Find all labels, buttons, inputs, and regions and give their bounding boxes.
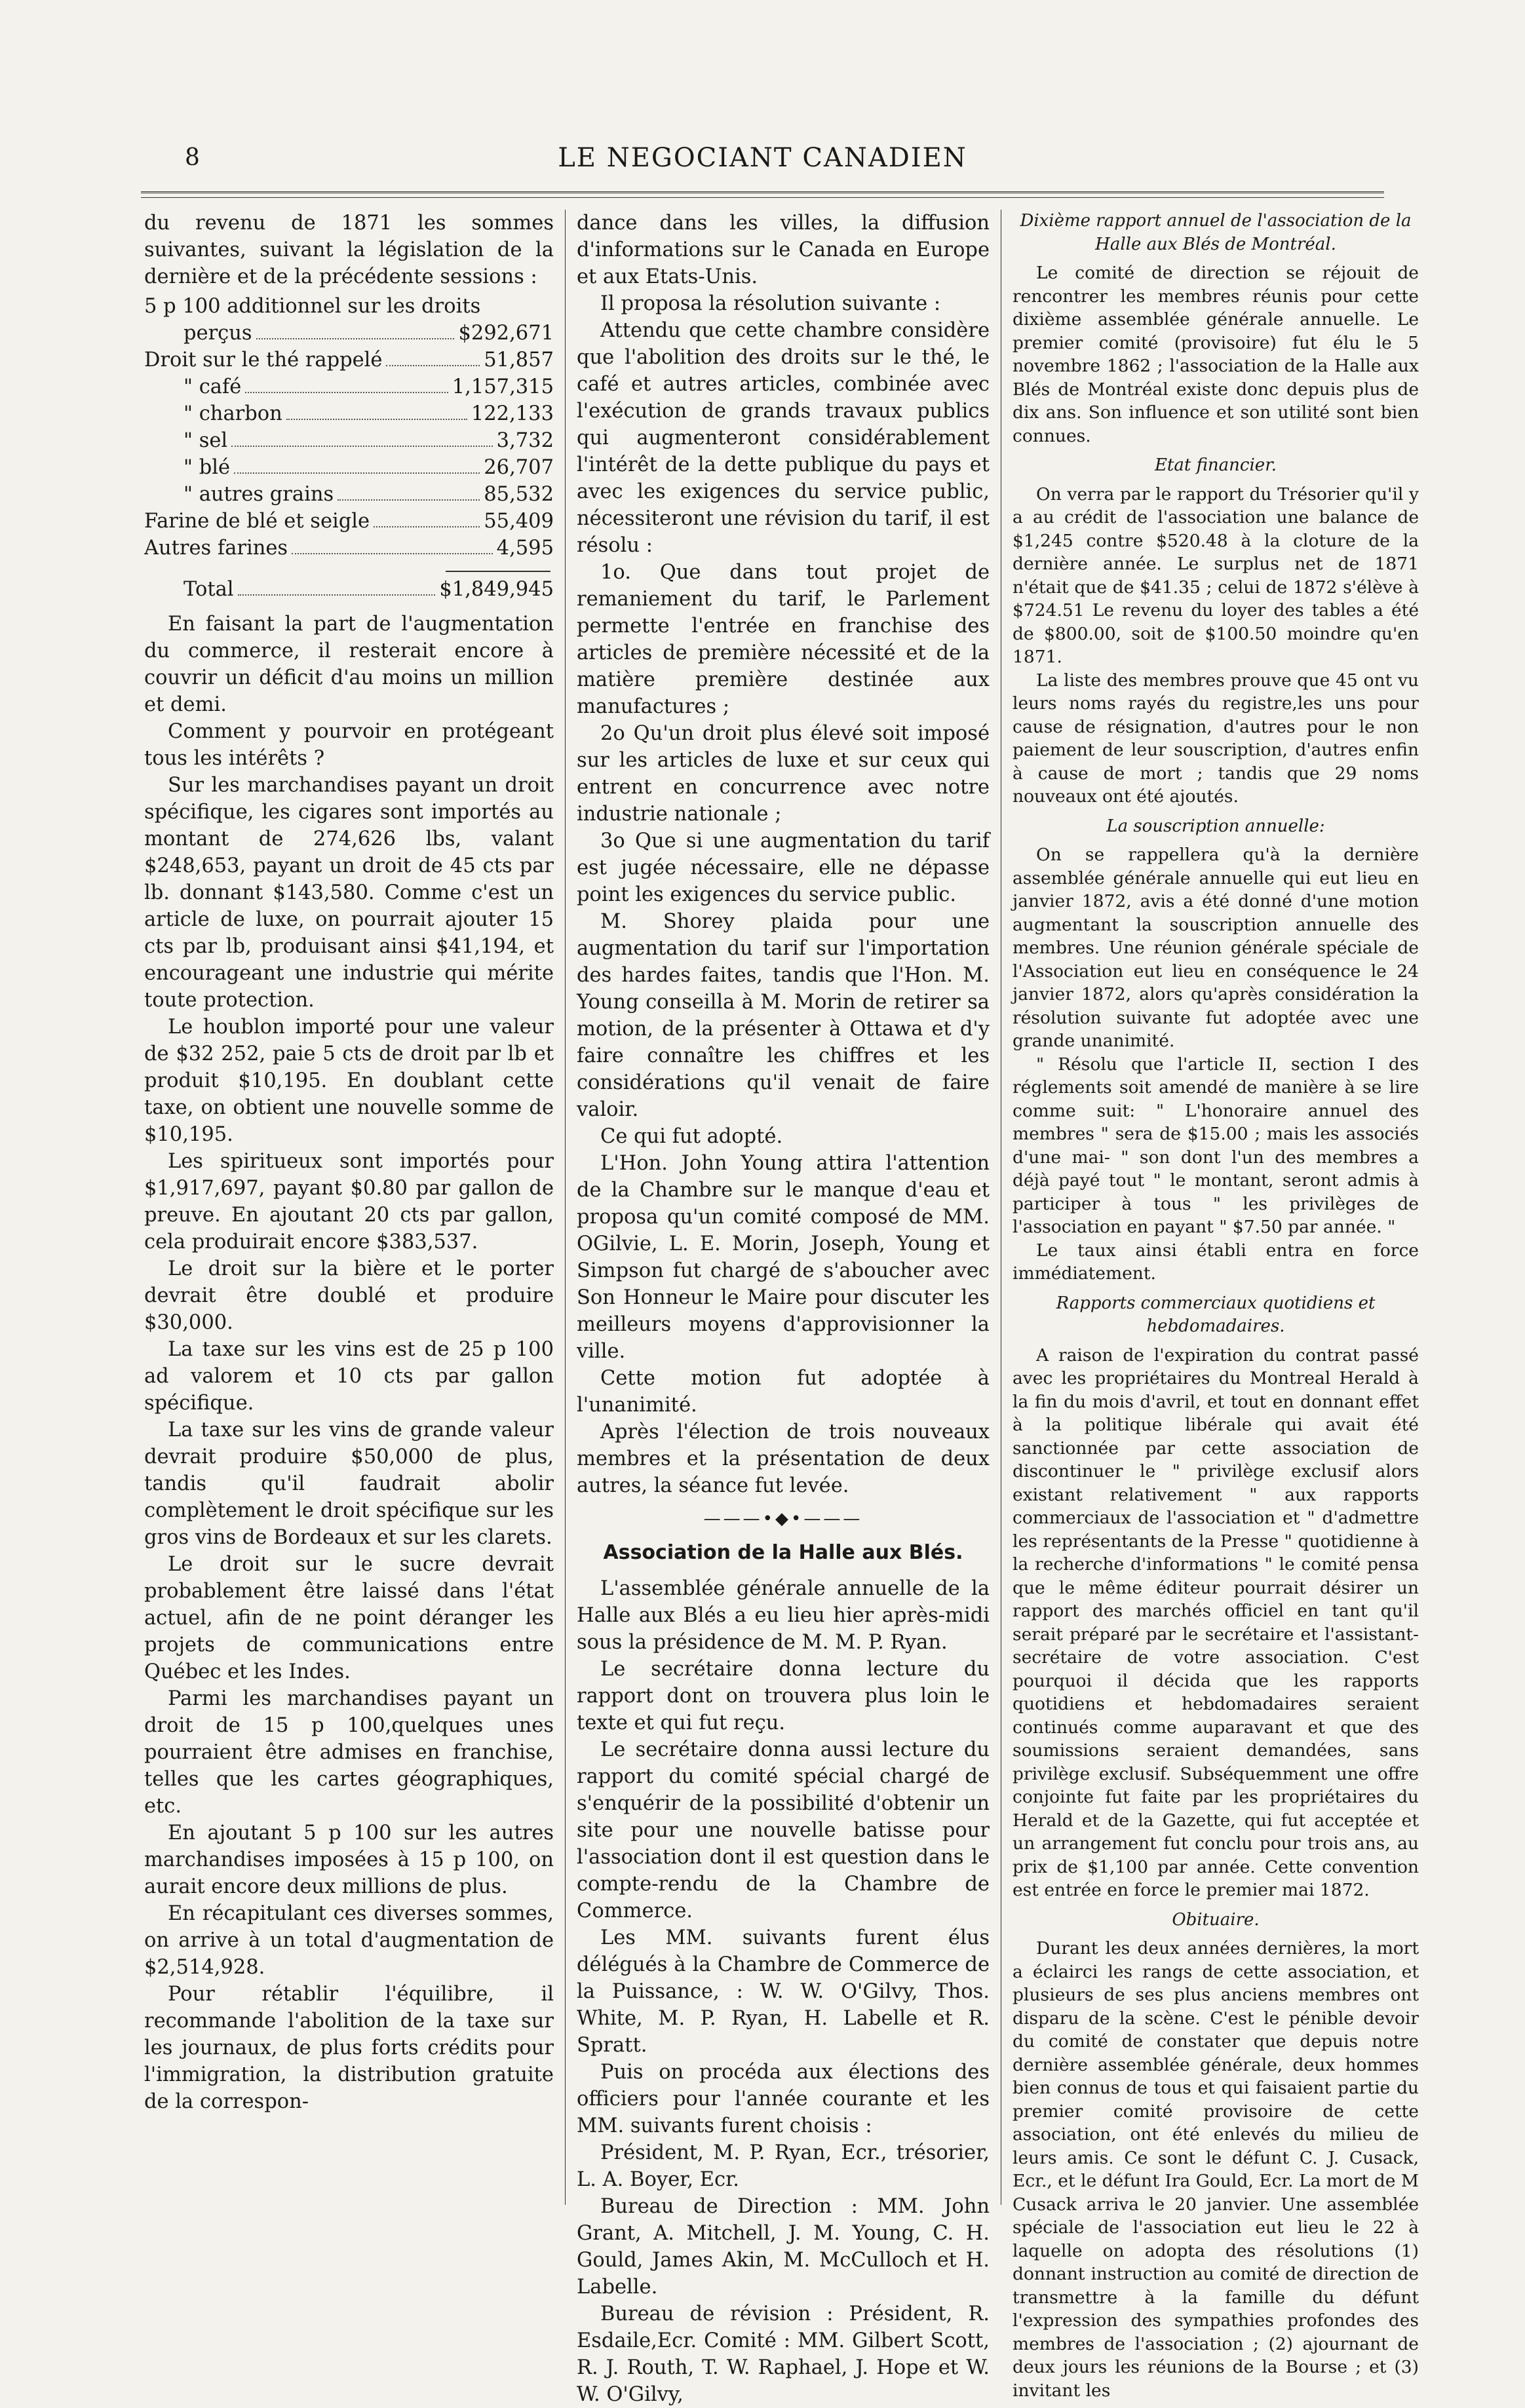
total-rule — [446, 571, 550, 572]
paragraph: Le comité de direction se réjouit de rencontrer les membres réunis pour cette dixième assemblée générale annuelle. Le premier comité (provisoire) fut élu le 5 novembre 1862 ; l'association de la Halle aux Blés de Montréal existe donc depuis plus de dix ans. Son influence et son utilité sont bien connues. — [1013, 263, 1419, 446]
header-rule — [141, 191, 1384, 198]
subheading: La souscription annuelle: — [1106, 816, 1325, 836]
page-number: 8 — [185, 144, 200, 171]
table-row: Farine de blé et seigle 55,409 — [144, 510, 554, 533]
paragraph: Président, M. P. Ryan, Ecr., trésorier, L. A. Boyer, Ecr. — [577, 2141, 990, 2191]
paragraph: Le secrétaire donna aussi lecture du rapport du comité spécial chargé de s'enquérir de la possibilité d'obtenir un site pour une nouvelle batisse pour l'association dont il est question dans le compte-rendu de la Chambre de Commerce. — [577, 1738, 990, 1922]
table-row: perçus $292,671 — [183, 322, 554, 345]
paragraph: En ajoutant 5 p 100 sur les autres marchandises imposées à 15 p 100, on aurait encore deux millions de plus. — [144, 1822, 554, 1898]
table-row: 5 p 100 additionnel sur les droits — [144, 295, 481, 318]
paragraph: Le droit sur la bière et le porter devrait être doublé et produire $30,000. — [144, 1257, 554, 1334]
paragraph: Comment y pourvoir en protégeant tous les intérêts ? — [144, 720, 554, 770]
paragraph: Bureau de révision : Président, R. Esdaile,Ecr. Comité : MM. Gilbert Scott, R. J. Routh, T. W. Raphael, J. Hope et W. W. O'Gilvy, — [577, 2303, 990, 2406]
paragraph: Attendu que cette chambre considère que l'abolition des droits sur le thé, le café et autres articles, combinée avec l'exécution de grands travaux publics qui augmenteront considérablement l'intérêt de la dette publique du pays et avec les exigences du service public, nécessiteront une révision du tarif, il est résolu : — [577, 319, 990, 557]
paragraph: Le houblon importé pour une valeur de $32 252, paie 5 cts de droit par lb et produit $10,195. En doublant cette taxe, on obtient une nouvelle somme de $10,195. — [144, 1016, 554, 1146]
paragraph: 2o Qu'un droit plus élevé soit imposé sur les articles de luxe et sur ceux qui entrent en concurrence avec notre industrie nationale ; — [577, 722, 990, 826]
column-divider — [565, 210, 566, 2205]
paragraph: Le droit sur le sucre devrait probablement être laissé dans l'état actuel, afin de ne point déranger les projets de communications entre Québec et les Indes. — [144, 1553, 554, 1683]
paragraph: Il proposa la résolution suivante : — [600, 292, 941, 315]
column-1 — [144, 210, 554, 2202]
masthead-title: LE NEGOCIANT CANADIEN — [558, 143, 967, 173]
paragraph: La taxe sur les vins est de 25 p 100 ad valorem et 10 cts par gallon spécifique. — [144, 1338, 554, 1415]
table-row: " sel 3,732 — [183, 429, 554, 452]
paragraph: En faisant la part de l'augmentation du commerce, il resterait encore à couvrir un déficit d'au moins un million et demi. — [144, 613, 554, 716]
paragraph: Après l'élection de trois nouveaux membres et la présentation de deux autres, la séance fut levée. — [577, 1421, 990, 1497]
table-row: " charbon 122,133 — [183, 402, 554, 425]
subheading: Obituaire. — [1172, 1909, 1260, 1930]
table-row: Droit sur le thé rappelé 51,857 — [144, 349, 554, 372]
column-3 — [1013, 210, 1419, 2401]
paragraph: Durant les deux années dernières, la mort a éclairci les rangs de cette association, et plusieurs de ses plus anciens membres ont disparu de la scène. C'est le pénible devoir du comité de constater que depuis notre dernière assemblée générale, deux hommes bien connus de tous et qui faisaient partie du premier comité provisoire de cette association, ont été enlevés du milieu de leurs amis. Ce sont le défunt C. J. Cusack, Ecr., et le défunt Ira Gould, Ecr. La mort de M Cusack arriva le 20 janvier. Une assemblée spéciale de l'association eut lieu le 22 à laquelle on adopta des résolutions (1) donnant instruction au comité de direction de transmettre à la famille du défunt l'expression des sympathies profondes des membres de l'association ; (2) ajournant de deux jours les réunions de la Bourse ; et (3) invitant les — [1013, 1938, 1419, 2401]
paragraph: L'assemblée générale annuelle de la Halle aux Blés a eu lieu hier après-midi sous la présidence de M. M. P. Ryan. — [577, 1577, 990, 1654]
column-2 — [577, 210, 990, 2406]
article-title: Dixième rapport annuel de l'association de la Halle aux Blés de Montréal. — [1020, 211, 1412, 254]
section-heading: Association de la Halle aux Blés. — [603, 1541, 963, 1564]
paragraph: Bureau de Direction : MM. John Grant, A. Mitchell, J. M. Young, C. H. Gould, James Akin, M. McCulloch et H. Labelle. — [577, 2195, 990, 2299]
paragraph: Puis on procéda aux élections des officiers pour l'année courante et les MM. suivants furent choisis : — [577, 2061, 990, 2137]
paragraph: La taxe sur les vins de grande valeur devrait produire $50,000 de plus, tandis qu'il faudrait abolir complètement le droit spécifique sur les gros vins de Bordeaux et sur les clarets. — [144, 1419, 554, 1549]
duties-table — [144, 293, 554, 603]
subheading: Etat financier. — [1154, 455, 1277, 475]
paragraph: du revenu de 1871 les sommes suivantes, suivant la législation de la dernière et de la précédente sessions : — [144, 212, 554, 288]
paragraph: 1o. Que dans tout projet de remaniement du tarif, le Parlement permette l'entrée en franchise des articles de première nécessité et de la matière première destinée aux manufactures ; — [577, 561, 990, 718]
table-row: Autres farines 4,595 — [144, 537, 554, 560]
paragraph: M. Shorey plaida pour une augmentation du tarif sur l'importation des hardes faites, tandis que l'Hon. M. Young conseilla à M. Morin de retirer sa motion, de la présenter à Ottawa et d'y faire connaître les chiffres et les considérations qu'il venait de faire valoir. — [577, 910, 990, 1121]
paragraph: La liste des membres prouve que 45 ont vu leurs noms rayés du registre,les uns pour cause de résignation, d'autres pour le non paiement de leur souscription, d'autres enfin à cause de mort ; tandis que 29 noms nouveaux ont été ajoutés. — [1013, 670, 1419, 807]
table-row: " autres grains 85,532 — [183, 483, 554, 506]
paragraph: Sur les marchandises payant un droit spécifique, les cigares sont importés au montant de 274,626 lbs, valant $248,653, payant un droit de 45 cts par lb. donnant $143,580. Comme c'est un article de luxe, on pourrait ajouter 15 cts par lb, produisant ainsi $41,194, et encourageant une industrie qui mérite toute protection. — [144, 774, 554, 1012]
paragraph: 3o Que si une augmentation du tarif est jugée nécessaire, elle ne dépasse point les exigences du service public. — [577, 830, 990, 906]
paragraph: Ce qui fut adopté. — [600, 1125, 783, 1148]
paragraph: L'Hon. John Young attira l'attention de la Chambre sur le manque d'eau et proposa qu'un comité composé de MM. OGilvie, L. E. Morin, Joseph, Young et Simpson fut chargé de s'aboucher avec Son Honneur le Maire pour discuter les meilleurs moyens d'approvisionner la ville. — [577, 1152, 990, 1363]
paragraph: Le secrétaire donna lecture du rapport dont on trouvera plus loin le texte et qui fut reçu. — [577, 1658, 990, 1734]
paragraph: Pour rétablir l'équilibre, il recommande l'abolition de la taxe sur les journaux, de plus forts crédits pour l'immigration, la distribution gratuite de la correspon- — [144, 1983, 554, 2113]
paragraph: En récapitulant ces diverses sommes, on arrive à un total d'augmentation de $2,514,928. — [144, 1902, 554, 1979]
paragraph: " Résolu que l'article II, section I des réglements soit amendé de manière à se lire comme suit: " L'honoraire annuel des membres " sera de $15.00 ; mais les associés d'une mai- " son dont l'un des membres a déjà payé tout " le montant, seront admis à participer à tous " les privilèges de l'association en payant " $7.50 par année. " — [1013, 1054, 1419, 1237]
paragraph: A raison de l'expiration du contrat passé avec les propriétaires du Montreal Herald à la fin du mois d'avril, et tout en donnant effet à la politique libérale qui avait été sanctionnée par cette association de discontinuer le " privilège exclusif alors existant relativement " aux rapports commerciaux de l'association et " d'admettre les représentants de la Presse " quotidienne à la recherche d'informations " le comité pensa que le même éditeur pourrait désirer un rapport des marchés officiel en tant qu'il serait préparé par le secrétaire et l'assistant-secrétaire de votre association. C'est pourquoi il décida que les rapports quotidiens et hebdomadaires seraient continués comme auparavant et que des soumissions seraient demandées, sans privilège exclusif. Subséquemment une offre conjointe fut faite par les propriétaires du Herald et de la Gazette, qui fut acceptée et un arrangement fut conclu pour trois ans, au prix de $1,100 par année. Cette convention est entrée en force le premier mai 1872. — [1013, 1345, 1419, 1900]
paragraph: Le taux ainsi établi entra en force immédiatement. — [1013, 1240, 1419, 1284]
paragraph: Les spiritueux sont importés pour $1,917,697, payant $0.80 par gallon de preuve. En ajoutant 20 cts par gallon, cela produirait encore $383,537. — [144, 1150, 554, 1253]
paragraph: dance dans les villes, la diffusion d'informations sur le Canada en Europe et aux Etats-Unis. — [577, 212, 990, 288]
paragraph: Les MM. suivants furent élus délégués à la Chambre de Commerce de la Puissance, : W. W. O'Gilvy, Thos. White, M. P. Ryan, H. Labelle et R. Spratt. — [577, 1926, 990, 2057]
paragraph: On se rappellera qu'à la dernière assemblée générale annuelle qui eut lieu en janvier 1872, avis a été donné d'une motion augmentant la souscription annuelle des membres. Une réunion générale spéciale de l'Association eut lieu en conséquence le 24 janvier 1872, alors qu'après considération la résolution suivante fut adoptée avec une grande unanimité. — [1013, 845, 1419, 1051]
paragraph: Cette motion fut adoptée à l'unanimité. — [577, 1367, 990, 1417]
table-row: " café 1,157,315 — [183, 375, 554, 398]
paragraph: Parmi les marchandises payant un droit de 15 p 100,quelques unes pourraient être admises en franchise, telles que les cartes géographiques, etc. — [144, 1687, 554, 1818]
paragraph: On verra par le rapport du Trésorier qu'il y a au crédit de l'association une balance de $1,245 contre $520.48 à la cloture de la dernière année. Le surplus net de 1871 n'était que de $41.35 ; celui de 1872 s'élève à $724.51 Le revenu du loyer des tables a été de $800.00, soit de $100.50 moindre qu'en 1871. — [1013, 484, 1419, 667]
table-row: " blé 26,707 — [183, 456, 554, 479]
table-total-row: Total $1,849,945 — [183, 578, 554, 601]
subheading: Rapports commerciaux quotidiens et hebdomadaires. — [1056, 1293, 1376, 1336]
section-ornament: ———•◆•——— — [703, 1509, 863, 1529]
